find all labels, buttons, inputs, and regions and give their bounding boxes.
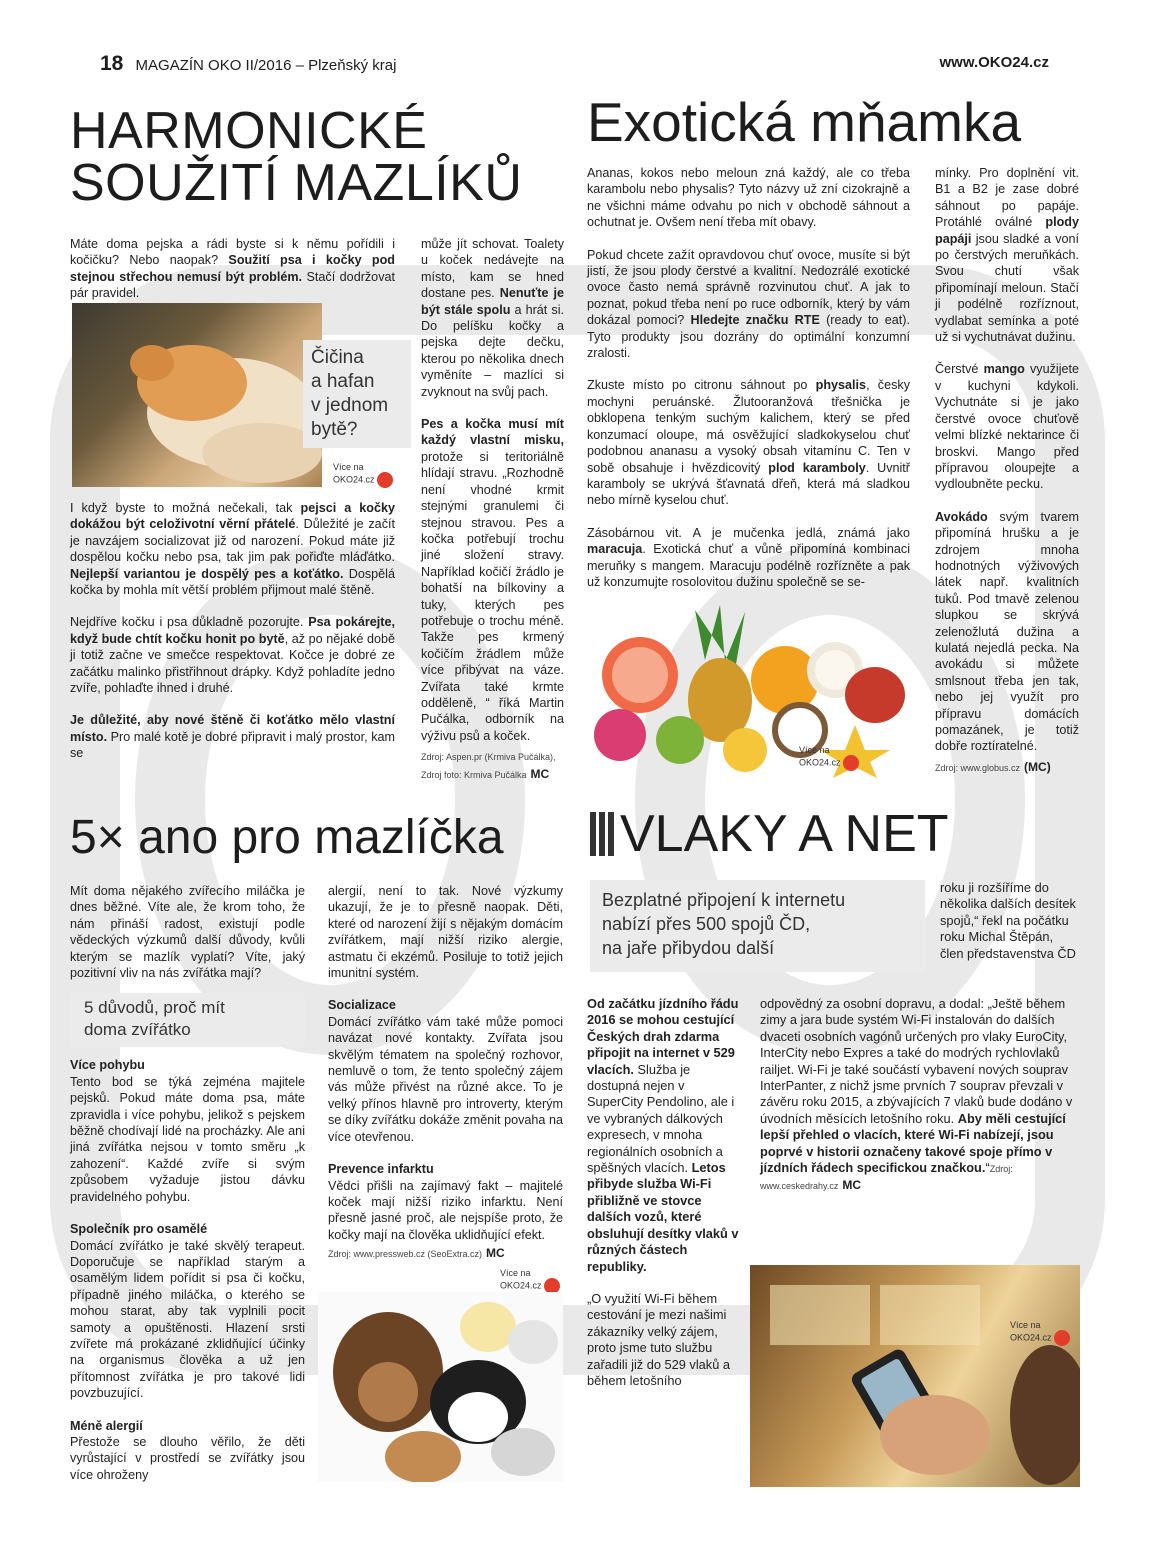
page-number: 18	[100, 52, 124, 75]
train-wifi-photo	[750, 1265, 1080, 1487]
article1-title	[70, 102, 523, 212]
article1-title-line2: SOUŽITÍ MAZLÍKŮ	[70, 154, 523, 212]
author-initials: (MC)	[1024, 759, 1051, 774]
article3-source: Zdroj: www.pressweb.cz (SeoExtra.cz)	[328, 1249, 483, 1260]
section-heading: Více pohybu	[70, 1058, 145, 1073]
author-initials: MC	[842, 1178, 862, 1193]
oko24-badge[interactable]: Více na OKO24.cz	[799, 745, 859, 771]
article3-col2: alergií, není to tak. Nové výzkumy ukazují, že je to přesně naopak. Děti, které od narození žijí s nějakým domácím zvířátkem, mají nižší riziko alergie, astmatu či ekzémů. Posiluje to totiž jejich imunitní systém. Socializace Domácí zvířátko vám také může pomoci navázat nové kontakty. Zvířata jsou skvělým tématem na společný rozhovor, nemluvě o tom, že tento společný zájem vás může přivést na různé akce. To je velký přínos hlavně pro introverty, kterým se díky zvířátku dokáže změnit povaha na více otevřenou. Prevence infarktu Vědci přišli na zajímavý fakt – majitelé koček mají nižší riziko infarktu. Není přesně jasné proč, ale nejspíše proto, že kočky mají na člověka uklidňující efekt. Zdroj: www.pressweb.cz (SeoExtra.cz) MC	[328, 884, 563, 1261]
page-header	[100, 52, 1049, 78]
oko24-logo-icon	[377, 472, 393, 488]
section-heading: Méně alergií	[70, 1418, 143, 1433]
author-initials: MC	[486, 1246, 505, 1261]
article3-reasons-box: 5 důvodů, proč mít doma zvířátko	[70, 993, 305, 1047]
article2-source: Zdroj: www.globus.cz	[935, 762, 1021, 773]
article2-col2: mínky. Pro doplnění vit. B1 a B2 je zase dobré sáhnout po papáje. Protáhlé oválné plody papáji jsou sladké a voní po čerstvých meruňkách. Svou chutí však připomínají meloun. Stačí ji podélně rozříznout, vydlabat semínka a poté už si vychutnávat dužinu. Čerstvé mango využijete v kuchyni kdykoli. Vychutnáte si je jako čerstvé ovoce chuťově velmi blízké nektarince či broskvi. Mango před přípravou oloupejte a vydloubněte pecku. Avokádo svým tvarem připomíná hrušku a je zdrojem mnoha hodnotných výživových látek např. kvalitních tuků. Pod tmavě zelenou slupkou se skrývá zelenožlutá dužina a kulatá nejedlá pecka. Na avokádu si můžete smlsnout třeba jen tak, nebo jej využít pro přípravu domácích pomazánek, je totiž dobře roztíratelné. Zdroj: www.globus.cz (MC)	[935, 166, 1080, 774]
article1-caption-box: Čičina a hafan v jednom bytě?	[303, 340, 411, 448]
author-initials: MC	[530, 766, 550, 781]
oko24-logo-icon	[843, 755, 859, 771]
article4-col1: Od začátku jízdního řádu 2016 se mohou cestující Českých drah zdarma připojit na internet v 529 vlacích. Služba je dostupná nejen v SuperCity Pendolino, ale i ve vybraných dálkových expresech, v mnoha regionálních osobních a spěšných vlacích. Letos přibyde služba Wi-Fi přibližně ve stovce dalších vozů, které obsluhují desítky vlaků v různých částech republiky. „O využití Wi-Fi během cestování je mezi našimi zákazníky velký zájem, proto jsme tuto službu zařadili již do 529 vlaků a během letošního	[587, 996, 739, 1388]
article4-title: VLAKY A NET	[620, 805, 949, 863]
oko24-badge[interactable]: Více na OKO24.cz	[1010, 1320, 1070, 1346]
article1-title-line1: HARMONICKÉ	[70, 102, 428, 160]
article3-col1: Mít doma nějakého zvířecího miláčka je dnes běžné. Víte ale, že krom toho, že nám přináší radost, existují podle vědeckých výzkumů další důvody, kvůli kterým se mazlík vyplatí? Víte, jaký pozitivní vliv na nás zvířátka mají? 5 důvodů, proč mít doma zvířátko Více pohybu Tento bod se týká zejména majitele pejsků. Pokud máte doma psa, máte zpravidla i více pohybu, jelikož s pejskem běžně chodívají lidé na procházky. Ale ani jiná zvířátka nejsou v tomto směru „k zahození“. Každé zvíře si svým způsobem vyžaduje jistou dávku pravidelného pohybu. Společník pro osamělé Domácí zvířátko je také skvělý terapeut. Doporučuje se například starým a osamělým lidem pořídit si psa či kočku, případně jiného miláčka, o kterého se mohou starat, aby tak vyplnili pocit samoty a opuštěnosti. Hlazení srsti zvířete má prokázané zklidňující účinky na organismus člověka a už jen přítomnost zvířátka je pro takové lidi povzbuzující. Méně alergií Přestože se dlouho věřilo, že děti vyrůstající v prostředí se zvířátky jsou více ohroženy	[70, 884, 305, 1482]
oko24-badge[interactable]: Více na OKO24.cz	[500, 1268, 560, 1294]
article4-col2: odpovědný za osobní dopravu, a dodal: „Ještě během zimy a jara bude systém Wi-Fi instalován do dalších dvaceti osobních vagónů určených pro vlaky EuroCity, InterCity nebo Expres a také do modrých rychlovlaků railjet. Wi-Fi je také součástí vybavení nových souprav InterPanter, z nichž jsme prvních 7 souprav převzali v závěru roku 2015, a zbývajících 7 vlaků bude dodáno v úvodních měsících letošního roku. Aby měli cestující lepší přehled o vlacích, které Wi-Fi nabízejí, jsou poprvé v historii označeny takové spoje přímo v jízdních řádech specifickou značkou.“Zdroj: www.ceskedrahy.cz MC	[760, 996, 1073, 1193]
site-link[interactable]: www.OKO24.cz	[939, 54, 1049, 71]
article1-col2: může jít schovat. Toalety u koček nedávejte na místo, kam se hned dostane pes. Nenuťte je být stále spolu a hrát si. Do pelíšku kočky a pejska dejte dečku, kterou po několika dnech vyměníte – mazlíci si zvyknout na svůj pach. Pes a kočka musí mít každý vlastní misku, protože si teritoriálně hlídají stravu. „Rozhodně není vhodné krmit stejnými granulemi či stejnou stravou. Pes a kočka potřebují trochu jiné složení stravy. Například kočičí žrádlo je bohatší na bílkoviny a tuky, kterých pes potřebuje o trochu méně. Takže pes krmený kočičím žrádlem může více přibývat na váze. Zvířata také krmte odděleně, “ říká Martin Pučálka, odborník na výživu psů a koček. Zdroj: Aspen.pr (Krmiva Pučálka), Zdroj foto: Krmiva Pučálka MC	[421, 237, 565, 781]
section-heading: Prevence infarktu	[328, 1162, 434, 1177]
article4-lead-box: Bezplatné připojení k internetu nabízí přes 500 spojů ČD, na jaře přibydou další	[590, 880, 925, 972]
article1-col1b: I když byste to možná nečekali, tak pejsci a kočky dokážou být celoživotní věrní přátelé. Důležité je začít je navzájem socializovat již od narození. Pokud máte již dospělou kočku nebo psa, tak jim pak pořiďte mláďátko. Nejlepší variantou je dospělý pes a koťátko. Dospělá kočka by mohla mít větší problém přijmout malé štěně. Nejdříve kočku i psa důkladně pozorujte. Psa pokárejte, když bude chtít kočku honit po bytě, až po nějaké době ji totiž začne ve smečce respektovat. Kočce je dobré ze začátku malinko přistřihnout drápky. Když pohladíte jedno zvíře, pohlaďte ihned i druhé. Je důležité, aby nové štěně či koťátko mělo vlastní místo. Pro malé kotě je dobré připravit i malý prostor, kam se	[70, 501, 395, 761]
section-heading: Socializace	[328, 998, 396, 1013]
exotic-fruit-photo	[585, 600, 910, 780]
magazine-title: MAGAZÍN OKO II/2016 – Plzeňský kraj	[135, 57, 397, 74]
cat-dog-photo	[72, 303, 322, 487]
oko24-logo-icon	[1054, 1330, 1070, 1346]
article3-title: 5× ano pro mazlíčka	[70, 811, 504, 864]
article1-source: Zdroj: Aspen.pr (Krmiva Pučálka), Zdroj foto: Krmiva Pučálka	[421, 752, 556, 780]
oko24-badge[interactable]: Více na OKO24.cz	[333, 462, 393, 488]
article4-source: Zdroj: www.ceskedrahy.cz	[760, 1164, 1013, 1192]
article4-title-block	[590, 805, 949, 863]
article2-col1: Ananas, kokos nebo meloun zná každý, ale co třeba karambolu nebo physalis? Tyto názvy už zní cizokrajně a ne všichni máme odvahu po nich v obchodě sáhnout a ochutnat je. Ovšem není třeba mít obavy. Pokud chcete zažít opravdovou chuť ovoce, musíte si být jistí, že jsou plody čerstvé a kvalitní. Nedozrálé exotické ovoce často nemá správně rozvinutou chuť. A jak to poznat, pokud třeba není po ruce odborník, který by vám dokázal pomoci? Hledejte značku RTE (ready to eat). Tyto produkty jsou dozrány do optimální konzumní zralosti. Zkuste místo po citronu sáhnout po physalis, česky mochyni peruánské. Žlutooranžová třešnička je obklopena tenkým suchým kalichem, který se před konzumací oloupe, má osvěžující sladkokyselou chuť podobnou ananasu a vysoký obsah vitamínu C. Ten v sobě obsahuje i hvězdicovitý plod karamboly. Uvnitř karamboly se ukrývá šťavnatá dřeň, která má sladkou nebo mírně kyselou chuť. Zásobárnou vit. A je mučenka jedlá, známá jako maracuja. Exotická chuť a vůně připomíná kombinaci meruňky s mangem. Maracuju podélně rozřízněte a pak už konzumujte rosolovitou dužinu společně se se-	[587, 166, 911, 589]
article1-col1: Máte doma pejska a rádi byste si k němu pořídili i kočičku? Nebo naopak? Soužití psa i kočky pod stejnou střechou nemusí být problém. Stačí dodržovat pár pravidel.	[70, 237, 395, 301]
section-heading: Společník pro osamělé	[70, 1222, 208, 1237]
article2-title: Exotická mňamka	[587, 91, 1022, 153]
pets-photo	[318, 1292, 563, 1482]
article4-col-top: roku ji rozšíříme do několika dalších desítek spojů,“ řekl na počátku roku Michal Štěpán, člen představenstva ČD	[940, 880, 1076, 961]
